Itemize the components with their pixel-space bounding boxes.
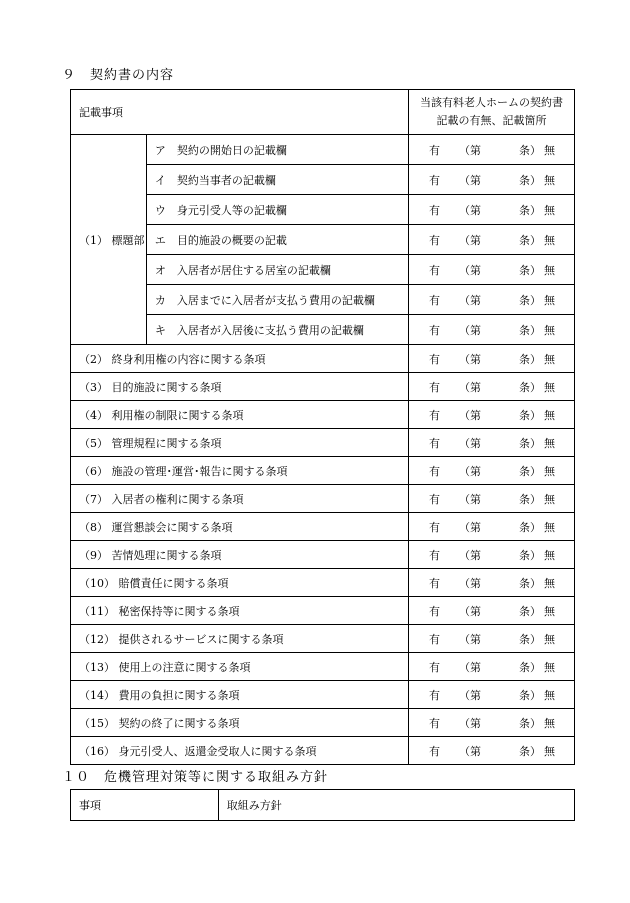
- status-close: 条）: [519, 233, 541, 247]
- status-cell: [409, 625, 575, 653]
- status-close: 条）: [519, 352, 541, 366]
- status-yes: 有: [429, 408, 441, 422]
- status-no: 無: [543, 688, 555, 702]
- status-yes: 有: [429, 143, 441, 157]
- status-close: 条）: [519, 688, 541, 702]
- status-yes: 有: [429, 492, 441, 506]
- status-no: 無: [543, 293, 555, 307]
- table-header-row: [71, 790, 575, 821]
- status-open: （第: [459, 632, 481, 646]
- status-no: 無: [543, 520, 555, 534]
- status-no: 無: [543, 576, 555, 590]
- status-close: 条）: [519, 408, 541, 422]
- status-yes: 有: [429, 436, 441, 450]
- header-policy-col: 取組み方針: [218, 790, 574, 821]
- status-close: 条）: [519, 203, 541, 217]
- status-yes: 有: [429, 352, 441, 366]
- status-yes: 有: [429, 203, 441, 217]
- title-group-label: （1） 標題部: [71, 135, 147, 345]
- status-open: （第: [459, 203, 481, 217]
- status-no: 無: [543, 263, 555, 277]
- status-yes: 有: [429, 744, 441, 758]
- status-cell: [409, 709, 575, 737]
- status-no: 無: [543, 464, 555, 478]
- header-status-line2: 記載の有無、記載箇所: [436, 114, 547, 127]
- table-row: [71, 255, 575, 285]
- status-close: 条）: [519, 632, 541, 646]
- status-cell: [409, 225, 575, 255]
- row-label: （16） 身元引受人、返還金受取人に関する条項: [71, 737, 409, 765]
- status-close: 条）: [519, 464, 541, 478]
- status-close: 条）: [519, 716, 541, 730]
- table-row: [71, 625, 575, 653]
- status-open: （第: [459, 548, 481, 562]
- header-status-line1: 当該有料老人ホームの契約書: [420, 96, 563, 109]
- table-row: [71, 457, 575, 485]
- status-open: （第: [459, 492, 481, 506]
- row-label: （15） 契約の終了に関する条項: [71, 709, 409, 737]
- row-label: （13） 使用上の注意に関する条項: [71, 653, 409, 681]
- status-no: 無: [543, 632, 555, 646]
- row-label: （8） 運営懇談会に関する条項: [71, 513, 409, 541]
- status-no: 無: [543, 352, 555, 366]
- header-item-col: 記載事項: [71, 90, 409, 135]
- status-no: 無: [543, 660, 555, 674]
- status-no: 無: [543, 604, 555, 618]
- row-label: （6） 施設の管理･運営･報告に関する条項: [71, 457, 409, 485]
- table-row: [71, 225, 575, 255]
- status-cell: [409, 569, 575, 597]
- status-cell: [409, 373, 575, 401]
- status-yes: 有: [429, 632, 441, 646]
- table-row: [71, 709, 575, 737]
- row-label: （3） 目的施設に関する条項: [71, 373, 409, 401]
- status-cell: [409, 195, 575, 225]
- status-close: 条）: [519, 548, 541, 562]
- status-yes: 有: [429, 688, 441, 702]
- table-header-row: [71, 90, 575, 135]
- table-row: [71, 345, 575, 373]
- table-row: [71, 737, 575, 765]
- crisis-management-table: [70, 789, 575, 821]
- status-open: （第: [459, 716, 481, 730]
- row-label: （4） 利用権の制限に関する条項: [71, 401, 409, 429]
- table-row: [71, 373, 575, 401]
- status-close: 条）: [519, 520, 541, 534]
- status-open: （第: [459, 688, 481, 702]
- row-label: オ 入居者が居住する居室の記載欄: [146, 255, 408, 285]
- status-no: 無: [543, 408, 555, 422]
- status-open: （第: [459, 173, 481, 187]
- status-cell: [409, 165, 575, 195]
- header-item-col: 事項: [71, 790, 219, 821]
- status-open: （第: [459, 293, 481, 307]
- status-yes: 有: [429, 604, 441, 618]
- status-cell: [409, 135, 575, 165]
- status-yes: 有: [429, 323, 441, 337]
- row-label: （5） 管理規程に関する条項: [71, 429, 409, 457]
- status-yes: 有: [429, 576, 441, 590]
- status-cell: [409, 285, 575, 315]
- table-row: [71, 569, 575, 597]
- status-no: 無: [543, 203, 555, 217]
- status-open: （第: [459, 380, 481, 394]
- table-row: [71, 135, 575, 165]
- status-close: 条）: [519, 293, 541, 307]
- status-open: （第: [459, 744, 481, 758]
- row-label: （11） 秘密保持等に関する条項: [71, 597, 409, 625]
- status-close: 条）: [519, 143, 541, 157]
- status-cell: [409, 485, 575, 513]
- status-open: （第: [459, 464, 481, 478]
- status-yes: 有: [429, 464, 441, 478]
- status-open: （第: [459, 352, 481, 366]
- section-10-heading: １０ 危機管理対策等に関する取組み方針: [62, 770, 329, 785]
- status-no: 無: [543, 716, 555, 730]
- status-yes: 有: [429, 293, 441, 307]
- status-open: （第: [459, 233, 481, 247]
- table-row: [71, 165, 575, 195]
- status-cell: [409, 513, 575, 541]
- table-row: [71, 485, 575, 513]
- status-no: 無: [543, 744, 555, 758]
- status-yes: 有: [429, 263, 441, 277]
- status-cell: [409, 429, 575, 457]
- row-label: キ 入居者が入居後に支払う費用の記載欄: [146, 315, 408, 345]
- status-yes: 有: [429, 173, 441, 187]
- row-label: （12） 提供されるサービスに関する条項: [71, 625, 409, 653]
- row-label: （10） 賠償責任に関する条項: [71, 569, 409, 597]
- row-label: ア 契約の開始日の記載欄: [146, 135, 408, 165]
- table-row: [71, 653, 575, 681]
- table-row: [71, 285, 575, 315]
- status-close: 条）: [519, 576, 541, 590]
- status-open: （第: [459, 520, 481, 534]
- status-close: 条）: [519, 660, 541, 674]
- status-no: 無: [543, 548, 555, 562]
- status-no: 無: [543, 380, 555, 394]
- status-no: 無: [543, 323, 555, 337]
- status-yes: 有: [429, 520, 441, 534]
- status-cell: [409, 457, 575, 485]
- status-open: （第: [459, 408, 481, 422]
- status-no: 無: [543, 436, 555, 450]
- status-yes: 有: [429, 660, 441, 674]
- status-cell: [409, 541, 575, 569]
- status-close: 条）: [519, 380, 541, 394]
- table-row: [71, 315, 575, 345]
- status-close: 条）: [519, 436, 541, 450]
- status-open: （第: [459, 143, 481, 157]
- status-cell: [409, 315, 575, 345]
- header-status-col: [409, 90, 575, 135]
- status-cell: [409, 401, 575, 429]
- status-cell: [409, 737, 575, 765]
- status-yes: 有: [429, 548, 441, 562]
- status-no: 無: [543, 173, 555, 187]
- status-open: （第: [459, 436, 481, 450]
- row-label: エ 目的施設の概要の記載: [146, 225, 408, 255]
- status-open: （第: [459, 323, 481, 337]
- table-row: [71, 429, 575, 457]
- table-row: [71, 401, 575, 429]
- row-label: イ 契約当事者の記載欄: [146, 165, 408, 195]
- table-row: [71, 681, 575, 709]
- status-yes: 有: [429, 716, 441, 730]
- section-9-heading: ９ 契約書の内容: [62, 68, 175, 83]
- row-label: （9） 苦情処理に関する条項: [71, 541, 409, 569]
- table-row: [71, 597, 575, 625]
- status-close: 条）: [519, 173, 541, 187]
- status-no: 無: [543, 233, 555, 247]
- row-label: （7） 入居者の権利に関する条項: [71, 485, 409, 513]
- status-yes: 有: [429, 233, 441, 247]
- row-label: ウ 身元引受人等の記載欄: [146, 195, 408, 225]
- status-cell: [409, 597, 575, 625]
- status-cell: [409, 653, 575, 681]
- status-no: 無: [543, 143, 555, 157]
- row-label: （14） 費用の負担に関する条項: [71, 681, 409, 709]
- contract-contents-table: [70, 89, 575, 765]
- status-close: 条）: [519, 263, 541, 277]
- row-label: カ 入居までに入居者が支払う費用の記載欄: [146, 285, 408, 315]
- status-open: （第: [459, 576, 481, 590]
- status-cell: [409, 255, 575, 285]
- status-cell: [409, 345, 575, 373]
- status-close: 条）: [519, 604, 541, 618]
- status-close: 条）: [519, 323, 541, 337]
- table-row: [71, 513, 575, 541]
- status-cell: [409, 681, 575, 709]
- status-close: 条）: [519, 744, 541, 758]
- status-yes: 有: [429, 380, 441, 394]
- row-label: （2） 終身利用権の内容に関する条項: [71, 345, 409, 373]
- status-open: （第: [459, 660, 481, 674]
- status-open: （第: [459, 604, 481, 618]
- table-row: [71, 541, 575, 569]
- status-open: （第: [459, 263, 481, 277]
- status-no: 無: [543, 492, 555, 506]
- status-close: 条）: [519, 492, 541, 506]
- table-row: [71, 195, 575, 225]
